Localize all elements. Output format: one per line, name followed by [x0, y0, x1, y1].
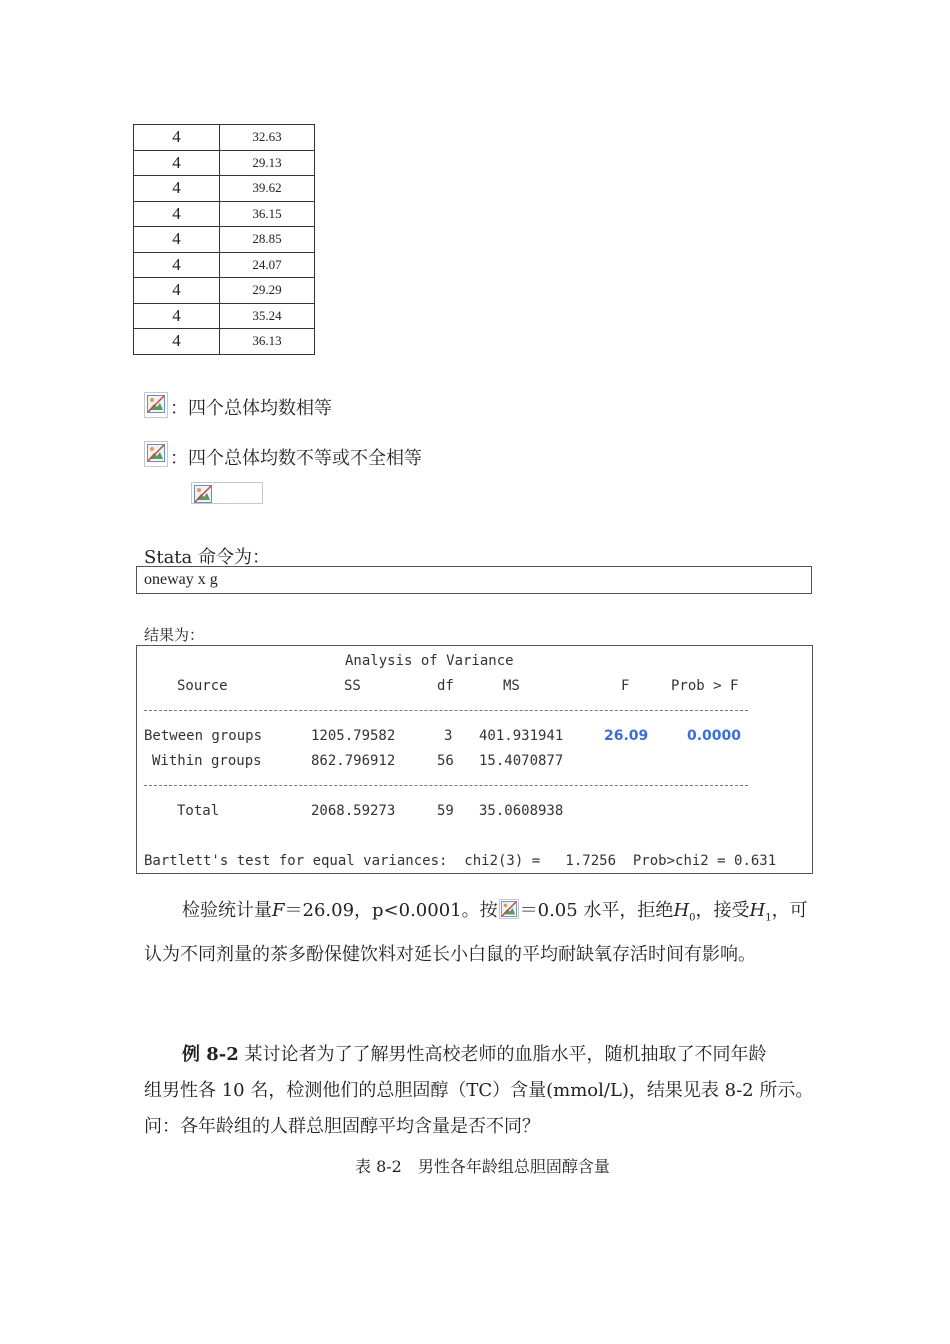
within-df: 56: [437, 753, 454, 769]
conclusion-paragraph: [144, 893, 814, 973]
h1-symbol: H: [749, 900, 766, 921]
total-ss: 2068.59273: [311, 803, 396, 819]
value-cell: 29.29: [220, 278, 315, 304]
group-cell: 4: [134, 150, 220, 176]
conclusion-line2: 认为不同剂量的茶多酚保健饮料对延长小白鼠的平均耐缺氧存活时间有影响。: [144, 943, 756, 965]
example-paragraph: [144, 1037, 834, 1145]
alpha-image-icon: [191, 482, 263, 504]
h1-text: ：四个总体均数不等或不全相等: [170, 448, 422, 469]
group-cell: 4: [134, 201, 220, 227]
h0-subscript: 0: [689, 912, 696, 924]
data-table: [133, 124, 315, 355]
anova-output: [136, 645, 813, 874]
conclusion-part2: ＝26.09，p<0.0001。按: [284, 900, 498, 921]
group-cell: 4: [134, 278, 220, 304]
table-row: [134, 278, 315, 304]
value-cell: 36.15: [220, 201, 315, 227]
header-prob: Prob > F: [671, 678, 739, 694]
divider-top: [144, 710, 748, 711]
group-cell: 4: [134, 252, 220, 278]
example-label: 例 8-2: [182, 1044, 239, 1065]
total-source: Total: [177, 803, 220, 819]
table-row: [134, 201, 315, 227]
within-source: Within groups: [152, 753, 262, 769]
f-symbol: F: [272, 900, 285, 921]
value-cell: 32.63: [220, 125, 315, 151]
alpha-inline-icon: [499, 899, 519, 919]
table-row: [134, 150, 315, 176]
h1-image-icon: [144, 441, 168, 467]
table-row: [134, 227, 315, 253]
example-line2: 组男性各 10 名，检测他们的总胆固醇（TC）含量(mmol/L)，结果见表 8-2 所示。: [144, 1080, 814, 1101]
conclusion-part5: ，可: [771, 900, 808, 921]
between-f: 26.09: [604, 728, 649, 744]
between-prob: 0.0000: [687, 728, 742, 744]
table-row: [134, 252, 315, 278]
table-caption: 表 8-2 男性各年龄组总胆固醇含量: [355, 1157, 610, 1176]
stata-command-box: oneway x g: [136, 566, 812, 594]
value-cell: 24.07: [220, 252, 315, 278]
between-source: Between groups: [144, 728, 263, 744]
group-cell: 4: [134, 176, 220, 202]
h0-symbol: H: [673, 900, 690, 921]
header-ms: MS: [503, 678, 520, 694]
between-df: 3: [444, 728, 453, 744]
table-row: [134, 125, 315, 151]
between-ms: 401.931941: [479, 728, 564, 744]
bartlett-test: Bartlett's test for equal variances: chi2(3) = 1.7256 Prob>chi2 = 0.631: [144, 853, 777, 869]
stata-label: Stata 命令为：: [144, 547, 270, 568]
example-line3: 问：各年龄组的人群总胆固醇平均含量是否不同？: [144, 1116, 540, 1137]
value-cell: 28.85: [220, 227, 315, 253]
header-f: F: [621, 678, 630, 694]
within-ms: 15.4070877: [479, 753, 564, 769]
header-df: df: [437, 678, 454, 694]
value-cell: 36.13: [220, 329, 315, 355]
result-label: 结果为：: [144, 626, 205, 644]
header-ss: SS: [344, 678, 361, 694]
h0-image-icon: [144, 392, 168, 418]
group-cell: 4: [134, 329, 220, 355]
h0-text: ：四个总体均数相等: [170, 398, 332, 419]
conclusion-part3: ＝0.05 水平，拒绝: [519, 900, 674, 921]
group-cell: 4: [134, 227, 220, 253]
value-cell: 35.24: [220, 303, 315, 329]
total-df: 59: [437, 803, 454, 819]
group-cell: 4: [134, 125, 220, 151]
total-ms: 35.0608938: [479, 803, 564, 819]
conclusion-part1: 检验统计量: [182, 900, 272, 921]
example-line1: 某讨论者为了了解男性高校老师的血脂水平，随机抽取了不同年龄: [238, 1044, 767, 1065]
conclusion-part4: ，接受: [695, 900, 750, 921]
value-cell: 39.62: [220, 176, 315, 202]
divider-bottom: [144, 785, 748, 786]
between-ss: 1205.79582: [311, 728, 396, 744]
h1-subscript: 1: [765, 912, 772, 924]
within-ss: 862.796912: [311, 753, 396, 769]
header-source: Source: [177, 678, 228, 694]
group-cell: 4: [134, 303, 220, 329]
table-row: [134, 176, 315, 202]
table-row: [134, 329, 315, 355]
value-cell: 29.13: [220, 150, 315, 176]
table-row: [134, 303, 315, 329]
anova-title: Analysis of Variance: [345, 653, 514, 669]
